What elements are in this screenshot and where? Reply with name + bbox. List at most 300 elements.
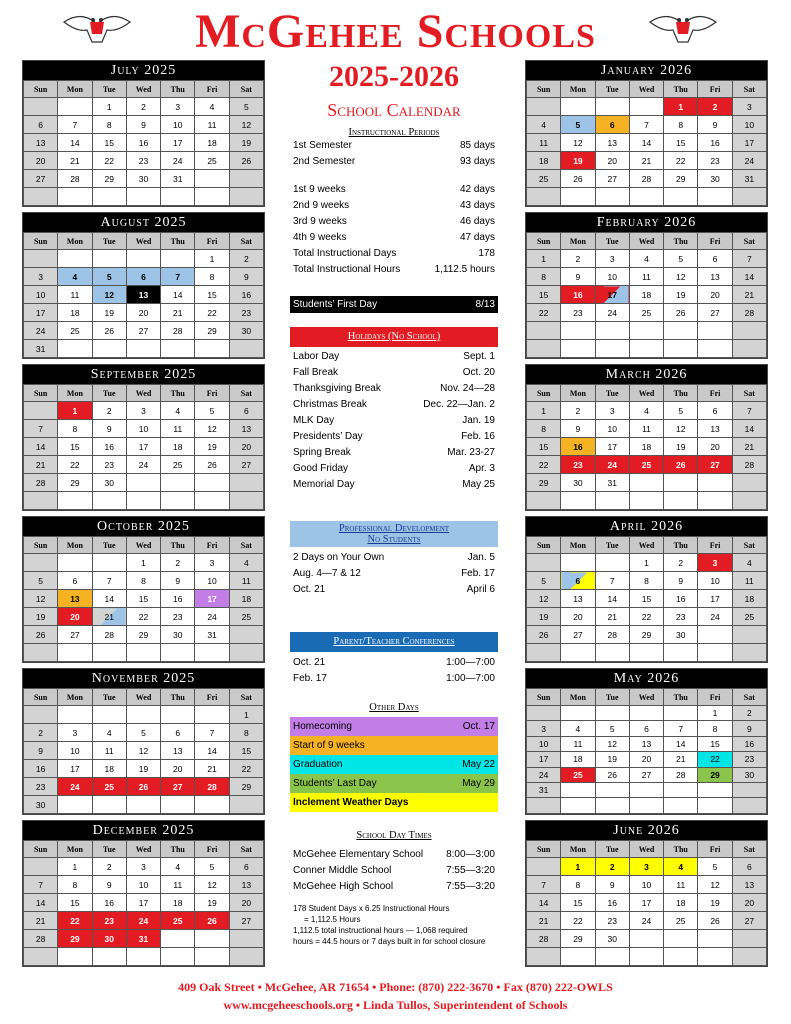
day-cell: 6	[629, 721, 663, 736]
weekday-header: Wed	[126, 537, 160, 554]
weekday-header: Tue	[595, 537, 629, 554]
day-cell: 23	[664, 608, 698, 626]
day-cell	[527, 644, 561, 662]
day-cell	[58, 948, 92, 966]
day-cell: 18	[732, 590, 766, 608]
weekday-header: Fri	[195, 689, 229, 706]
day-cell	[698, 188, 732, 206]
day-cell	[664, 798, 698, 813]
weekday-header: Sun	[24, 689, 58, 706]
day-cell: 8	[527, 268, 561, 286]
day-cell: 17	[126, 438, 160, 456]
pd-row	[290, 566, 498, 582]
day-cell	[58, 98, 92, 116]
day-cell	[126, 474, 160, 492]
weekday-header: Sat	[732, 841, 766, 858]
day-cell	[732, 340, 766, 358]
day-cell	[561, 706, 595, 721]
day-cell	[92, 188, 126, 206]
day-cell	[24, 554, 58, 572]
day-cell: 12	[195, 420, 229, 438]
day-cell: 20	[161, 760, 195, 778]
day-cell	[126, 706, 160, 724]
day-cell: 27	[732, 912, 766, 930]
day-cell	[698, 322, 732, 340]
oth-row	[290, 717, 498, 736]
day-cell	[161, 188, 195, 206]
day-cell	[732, 782, 766, 797]
day-cell: 30	[161, 626, 195, 644]
day-cell	[561, 98, 595, 116]
month-title: August 2025	[23, 213, 264, 232]
day-cell: 24	[629, 912, 663, 930]
day-cell: 24	[698, 608, 732, 626]
day-cell	[629, 492, 663, 510]
weekday-header: Sun	[527, 81, 561, 98]
pd-label: Oct. 21	[293, 584, 326, 595]
day-cell: 13	[24, 134, 58, 152]
day-cell: 26	[195, 912, 229, 930]
pd-value: April 6	[466, 584, 495, 595]
tim-label: McGehee Elementary School	[293, 849, 424, 860]
day-cell	[595, 492, 629, 510]
day-cell	[92, 250, 126, 268]
day-cell: 29	[195, 322, 229, 340]
ptc-row	[290, 671, 498, 687]
day-cell	[561, 798, 595, 813]
pd-label: Aug. 4—7 & 12	[293, 568, 361, 579]
hol-row	[290, 461, 498, 477]
day-cell	[58, 492, 92, 510]
day-cell: 9	[561, 420, 595, 438]
day-cell: 22	[126, 608, 160, 626]
calendar-month	[22, 668, 265, 815]
day-cell	[58, 706, 92, 724]
pd-row	[290, 550, 498, 566]
day-cell: 23	[698, 152, 732, 170]
tim-label: McGehee High School	[293, 881, 394, 892]
day-cell: 24	[58, 778, 92, 796]
day-cell: 25	[229, 608, 263, 626]
instr-row	[290, 214, 498, 230]
day-cell: 2	[595, 858, 629, 876]
prodev-subtitle: No Students	[367, 534, 421, 545]
day-cell	[698, 798, 732, 813]
page-title: McGehee Schools	[195, 5, 596, 58]
day-cell: 14	[732, 420, 766, 438]
day-cell: 14	[58, 134, 92, 152]
day-cell: 22	[229, 760, 263, 778]
day-cell: 9	[92, 876, 126, 894]
day-cell: 23	[561, 456, 595, 474]
day-cell: 7	[595, 572, 629, 590]
day-cell: 20	[732, 894, 766, 912]
day-cell	[698, 948, 732, 966]
weekday-header: Wed	[126, 385, 160, 402]
day-cell: 7	[161, 268, 195, 286]
day-cell	[664, 644, 698, 662]
instr-row	[290, 154, 498, 170]
weekday-header: Mon	[58, 233, 92, 250]
calendar-subtitle: School Calendar	[327, 100, 461, 120]
ptc-value: 1:00—7:00	[446, 657, 495, 668]
day-cell: 2	[561, 250, 595, 268]
day-cell: 4	[561, 721, 595, 736]
day-cell: 4	[58, 268, 92, 286]
day-cell: 8	[58, 876, 92, 894]
day-cell: 21	[58, 152, 92, 170]
day-cell: 6	[732, 858, 766, 876]
day-cell: 25	[629, 304, 663, 322]
day-cell: 20	[561, 608, 595, 626]
day-cell: 28	[732, 304, 766, 322]
day-cell: 13	[229, 420, 263, 438]
day-cell: 16	[229, 286, 263, 304]
weekday-header: Fri	[698, 537, 732, 554]
instr-value: 47 days	[459, 232, 495, 243]
day-cell: 10	[595, 268, 629, 286]
day-cell	[161, 796, 195, 814]
day-cell	[195, 706, 229, 724]
day-cell: 18	[229, 590, 263, 608]
instr-row	[290, 246, 498, 262]
day-cell: 26	[195, 456, 229, 474]
weekday-header: Sun	[24, 841, 58, 858]
day-cell	[527, 706, 561, 721]
day-cell	[595, 322, 629, 340]
weekday-header: Mon	[561, 385, 595, 402]
other-days-heading: Other Days	[369, 702, 419, 713]
day-cell: 16	[561, 286, 595, 304]
weekday-header: Mon	[58, 689, 92, 706]
day-cell	[664, 492, 698, 510]
day-cell	[161, 340, 195, 358]
day-cell: 19	[527, 608, 561, 626]
day-cell: 3	[161, 98, 195, 116]
day-cell	[664, 340, 698, 358]
weekday-header: Sat	[732, 81, 766, 98]
day-cell: 8	[629, 572, 663, 590]
day-cell	[527, 948, 561, 966]
day-cell: 24	[126, 456, 160, 474]
day-cell	[58, 250, 92, 268]
day-cell: 18	[561, 752, 595, 767]
weekday-header: Sun	[527, 385, 561, 402]
pd-row	[290, 582, 498, 598]
day-cell	[229, 474, 263, 492]
day-cell: 14	[92, 590, 126, 608]
instr-row	[290, 198, 498, 214]
weekday-header: Mon	[58, 841, 92, 858]
weekday-header: Tue	[92, 385, 126, 402]
day-cell: 12	[527, 590, 561, 608]
hol-row	[290, 397, 498, 413]
day-cell: 28	[92, 626, 126, 644]
day-cell: 15	[58, 438, 92, 456]
day-cell: 29	[58, 930, 92, 948]
day-cell: 8	[561, 876, 595, 894]
day-cell: 1	[527, 250, 561, 268]
instr-label: 1st Semester	[293, 140, 352, 151]
weekday-header: Sat	[229, 689, 263, 706]
day-cell: 11	[561, 736, 595, 751]
day-cell	[161, 492, 195, 510]
day-cell	[195, 644, 229, 662]
weekday-header: Fri	[195, 841, 229, 858]
day-cell	[595, 948, 629, 966]
day-cell: 3	[58, 724, 92, 742]
weekday-header: Thu	[664, 689, 698, 706]
instr-label: 1st 9 weeks	[293, 184, 346, 195]
day-cell: 30	[561, 474, 595, 492]
pd-label: 2 Days on Your Own	[293, 552, 385, 563]
day-cell: 13	[126, 286, 160, 304]
day-cell: 22	[629, 608, 663, 626]
day-cell: 26	[527, 626, 561, 644]
day-cell: 30	[698, 170, 732, 188]
school-times-heading: School Day Times	[356, 830, 432, 841]
day-cell: 4	[195, 98, 229, 116]
tim-value: 7:55—3:20	[446, 865, 495, 876]
instructional-periods-section	[290, 127, 498, 278]
day-cell: 22	[58, 912, 92, 930]
day-cell: 12	[664, 268, 698, 286]
day-cell	[126, 796, 160, 814]
day-cell	[595, 98, 629, 116]
day-cell: 1	[229, 706, 263, 724]
day-cell: 13	[595, 134, 629, 152]
day-cell	[561, 782, 595, 797]
day-cell	[561, 554, 595, 572]
weekday-header: Wed	[126, 81, 160, 98]
day-cell	[595, 644, 629, 662]
day-cell: 7	[629, 116, 663, 134]
oth-value: May 22	[462, 759, 495, 770]
day-cell: 12	[229, 116, 263, 134]
day-cell: 13	[561, 590, 595, 608]
day-cell: 18	[664, 894, 698, 912]
day-cell: 13	[629, 736, 663, 751]
day-cell: 18	[92, 760, 126, 778]
day-cell	[732, 948, 766, 966]
day-cell: 11	[161, 876, 195, 894]
day-cell: 28	[595, 626, 629, 644]
pd-value: Feb. 17	[461, 568, 495, 579]
ptc-label: Oct. 21	[293, 657, 326, 668]
day-cell	[229, 796, 263, 814]
ptc-label: Feb. 17	[293, 673, 327, 684]
day-cell: 12	[126, 742, 160, 760]
day-cell	[698, 626, 732, 644]
day-cell	[595, 554, 629, 572]
day-cell: 19	[24, 608, 58, 626]
oth-label: Start of 9 weeks	[293, 740, 365, 751]
weekday-header: Fri	[698, 689, 732, 706]
weekday-header: Sun	[24, 81, 58, 98]
day-cell: 19	[92, 304, 126, 322]
weekday-header: Mon	[561, 81, 595, 98]
day-cell	[595, 188, 629, 206]
day-cell	[92, 706, 126, 724]
day-cell: 25	[629, 456, 663, 474]
day-cell: 3	[195, 554, 229, 572]
day-cell: 27	[229, 912, 263, 930]
day-cell: 2	[24, 724, 58, 742]
weekday-header: Mon	[561, 689, 595, 706]
day-cell	[24, 188, 58, 206]
day-cell: 15	[664, 134, 698, 152]
day-cell: 10	[126, 876, 160, 894]
day-cell: 14	[595, 590, 629, 608]
weekday-header: Wed	[126, 689, 160, 706]
day-cell: 16	[126, 134, 160, 152]
weekday-header: Thu	[664, 81, 698, 98]
day-cell: 2	[229, 250, 263, 268]
day-cell: 15	[698, 736, 732, 751]
day-cell	[595, 798, 629, 813]
day-cell: 15	[126, 590, 160, 608]
day-cell	[126, 492, 160, 510]
weekday-header: Mon	[58, 81, 92, 98]
note-line-3: 1,112.5 total instructional hours — 1,068 required	[293, 926, 468, 935]
day-cell: 30	[664, 626, 698, 644]
day-cell: 5	[527, 572, 561, 590]
day-cell: 16	[92, 894, 126, 912]
day-cell: 16	[561, 438, 595, 456]
day-cell: 5	[595, 721, 629, 736]
day-cell: 25	[732, 608, 766, 626]
day-cell: 17	[126, 894, 160, 912]
day-cell: 22	[92, 152, 126, 170]
instr-value: 43 days	[459, 200, 495, 211]
day-cell: 6	[698, 402, 732, 420]
instr-row	[290, 230, 498, 246]
day-cell	[595, 782, 629, 797]
day-cell	[92, 796, 126, 814]
day-cell	[58, 188, 92, 206]
day-cell: 19	[595, 752, 629, 767]
day-cell: 8	[698, 721, 732, 736]
day-cell: 17	[595, 286, 629, 304]
day-cell: 29	[126, 626, 160, 644]
day-cell: 1	[92, 98, 126, 116]
weekday-header: Mon	[58, 537, 92, 554]
weekday-header: Wed	[629, 233, 663, 250]
weekday-header: Tue	[92, 81, 126, 98]
day-cell: 2	[561, 402, 595, 420]
day-cell: 4	[92, 724, 126, 742]
instr-label: Total Instructional Days	[293, 248, 397, 259]
calendar-month	[525, 60, 768, 207]
day-cell: 9	[126, 116, 160, 134]
tim-value: 7:55—3:20	[446, 881, 495, 892]
day-cell: 4	[229, 554, 263, 572]
day-cell	[698, 474, 732, 492]
day-cell	[664, 474, 698, 492]
day-cell	[698, 782, 732, 797]
day-cell: 7	[92, 572, 126, 590]
weekday-header: Tue	[595, 689, 629, 706]
day-cell: 3	[126, 858, 160, 876]
day-cell: 22	[664, 152, 698, 170]
day-cell: 2	[732, 706, 766, 721]
day-cell: 30	[126, 170, 160, 188]
day-cell: 15	[92, 134, 126, 152]
day-cell: 27	[698, 456, 732, 474]
day-cell	[24, 402, 58, 420]
month-title: July 2025	[23, 61, 264, 80]
day-cell: 1	[195, 250, 229, 268]
day-cell	[664, 948, 698, 966]
day-cell: 5	[229, 98, 263, 116]
weekday-header: Thu	[161, 233, 195, 250]
day-cell: 3	[126, 402, 160, 420]
month-title: May 2026	[526, 669, 767, 688]
weekday-header: Fri	[195, 385, 229, 402]
day-cell: 23	[92, 456, 126, 474]
day-cell: 25	[161, 912, 195, 930]
day-cell: 26	[561, 170, 595, 188]
day-cell	[629, 930, 663, 948]
day-cell: 14	[24, 438, 58, 456]
day-cell: 1	[126, 554, 160, 572]
weekday-header: Tue	[595, 233, 629, 250]
weekday-header: Wed	[126, 841, 160, 858]
instructional-periods-heading: Instructional Periods	[348, 127, 440, 138]
day-cell	[629, 782, 663, 797]
weekday-header: Sat	[732, 689, 766, 706]
day-cell	[698, 340, 732, 358]
day-cell: 24	[732, 152, 766, 170]
day-cell: 21	[629, 152, 663, 170]
day-cell	[732, 188, 766, 206]
day-cell: 20	[229, 894, 263, 912]
day-cell: 20	[126, 304, 160, 322]
day-cell: 24	[595, 304, 629, 322]
weekday-header: Fri	[698, 385, 732, 402]
day-cell	[195, 930, 229, 948]
hol-row	[290, 365, 498, 381]
calendar-month	[22, 212, 265, 359]
day-cell	[629, 706, 663, 721]
day-cell: 27	[229, 456, 263, 474]
oth-row	[290, 755, 498, 774]
day-cell: 3	[698, 554, 732, 572]
day-cell	[229, 492, 263, 510]
day-cell	[732, 930, 766, 948]
day-cell: 12	[195, 876, 229, 894]
day-cell: 18	[161, 894, 195, 912]
day-cell: 20	[698, 438, 732, 456]
oth-row	[290, 736, 498, 755]
hol-label: Fall Break	[293, 367, 339, 378]
day-cell: 23	[126, 152, 160, 170]
day-cell	[561, 322, 595, 340]
weekday-header: Sat	[229, 233, 263, 250]
hol-label: MLK Day	[293, 415, 335, 426]
day-cell	[161, 644, 195, 662]
day-cell: 29	[664, 170, 698, 188]
day-cell	[161, 948, 195, 966]
day-cell	[195, 796, 229, 814]
day-cell	[24, 706, 58, 724]
hol-row	[290, 381, 498, 397]
holidays-title: Holidays	[347, 331, 386, 342]
hol-value: Feb. 16	[461, 431, 495, 442]
day-cell	[58, 644, 92, 662]
instr-label: 2nd Semester	[293, 156, 356, 167]
day-cell: 20	[595, 152, 629, 170]
